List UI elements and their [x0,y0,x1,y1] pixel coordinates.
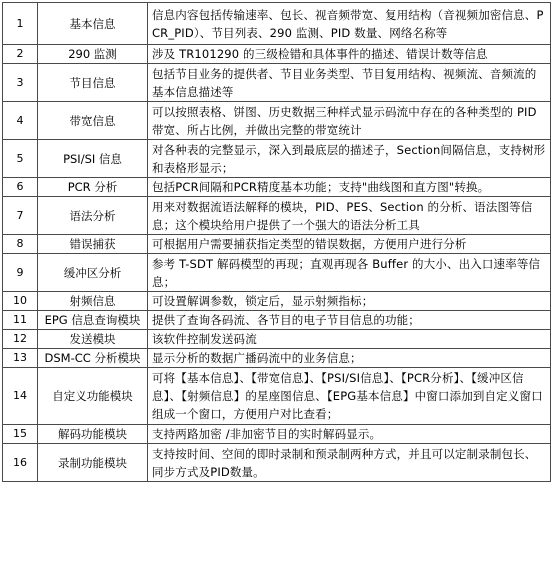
description-cell: 显示分析的数据广播码流中的业务信息； [148,349,551,368]
description-cell: 可根据用户需要捕获指定类型的错误数据，方便用户进行分析 [148,235,551,254]
table-row [3,425,551,444]
description-cell: 提供了查询各码流、各节目的电子节目信息的功能； [148,311,551,330]
description-cell: 可将【基本信息】、【带宽信息】、【PSI/SI信息】、【PCR分析】、【缓冲区信息】、【射频信息】的星座图信息、【EPG基本信息】中窗口添加到自定义窗口组成一个窗口，方便用户对比查看； [148,368,551,425]
table-row [3,45,551,64]
table-row [3,330,551,349]
module-name-cell: 带宽信息 [38,102,148,140]
row-number-cell: 13 [3,349,38,368]
table-row [3,235,551,254]
module-name-cell: 语法分析 [38,197,148,235]
row-number-cell: 9 [3,254,38,292]
module-name-cell: PCR 分析 [38,178,148,197]
table-row [3,102,551,140]
table-row [3,311,551,330]
description-cell: 该软件控制发送码流 [148,330,551,349]
description-cell: 涉及 TR101290 的三级检错和具体事件的描述、错误计数等信息 [148,45,551,64]
row-number-cell: 3 [3,64,38,102]
row-number-cell: 14 [3,368,38,425]
row-number-cell: 11 [3,311,38,330]
row-number-cell: 16 [3,444,38,482]
description-cell: 参考 T-SDT 解码模型的再现；直观再现各 Buffer 的大小、出入口速率等信息； [148,254,551,292]
module-name-cell: 错误捕获 [38,235,148,254]
row-number-cell: 2 [3,45,38,64]
row-number-cell: 12 [3,330,38,349]
feature-table-body [3,3,551,482]
description-cell: 对各种表的完整显示，深入到最底层的描述子，Section间隔信息，支持树形和表格形显示； [148,140,551,178]
row-number-cell: 5 [3,140,38,178]
module-name-cell: EPG 信息查询模块 [38,311,148,330]
table-row [3,197,551,235]
feature-table [2,2,551,482]
description-cell: 用来对数据流语法解释的模块，PID、PES、Section 的分析、语法图等信息；这个模块给用户提供了一个强大的语法分析工具 [148,197,551,235]
module-name-cell: PSI/SI 信息 [38,140,148,178]
table-row [3,368,551,425]
module-name-cell: 解码功能模块 [38,425,148,444]
module-name-cell: 发送模块 [38,330,148,349]
table-row [3,3,551,45]
table-row [3,292,551,311]
description-cell: 包括PCR间隔和PCR精度基本功能；支持"曲线图和直方图"转换。 [148,178,551,197]
row-number-cell: 10 [3,292,38,311]
description-cell: 支持按时间、空间的即时录制和预录制两种方式，并且可以定制录制包长、同步方式及PID数量。 [148,444,551,482]
description-cell: 包括节目业务的提供者、节目业务类型、节目复用结构、视频流、音频流的基本信息描述等 [148,64,551,102]
module-name-cell: 自定义功能模块 [38,368,148,425]
row-number-cell: 1 [3,3,38,45]
table-row [3,178,551,197]
module-name-cell: 290 监测 [38,45,148,64]
description-cell: 支持两路加密 /非加密节目的实时解码显示。 [148,425,551,444]
table-row [3,349,551,368]
module-name-cell: 射频信息 [38,292,148,311]
row-number-cell: 8 [3,235,38,254]
table-row [3,64,551,102]
row-number-cell: 6 [3,178,38,197]
module-name-cell: DSM-CC 分析模块 [38,349,148,368]
module-name-cell: 录制功能模块 [38,444,148,482]
description-cell: 可以按照表格、饼图、历史数据三种样式显示码流中存在的各种类型的 PID带宽、所占比例，并做出完整的带宽统计 [148,102,551,140]
row-number-cell: 4 [3,102,38,140]
row-number-cell: 7 [3,197,38,235]
description-cell: 信息内容包括传输速率、包长、视音频带宽、复用结构（音视频加密信息、PCR_PID）、节目列表、290 监测、PID 数量、网络名称等 [148,3,551,45]
module-name-cell: 基本信息 [38,3,148,45]
table-row [3,254,551,292]
table-row [3,140,551,178]
module-name-cell: 缓冲区分析 [38,254,148,292]
table-row [3,444,551,482]
description-cell: 可设置解调参数，锁定后，显示射频指标； [148,292,551,311]
module-name-cell: 节目信息 [38,64,148,102]
row-number-cell: 15 [3,425,38,444]
